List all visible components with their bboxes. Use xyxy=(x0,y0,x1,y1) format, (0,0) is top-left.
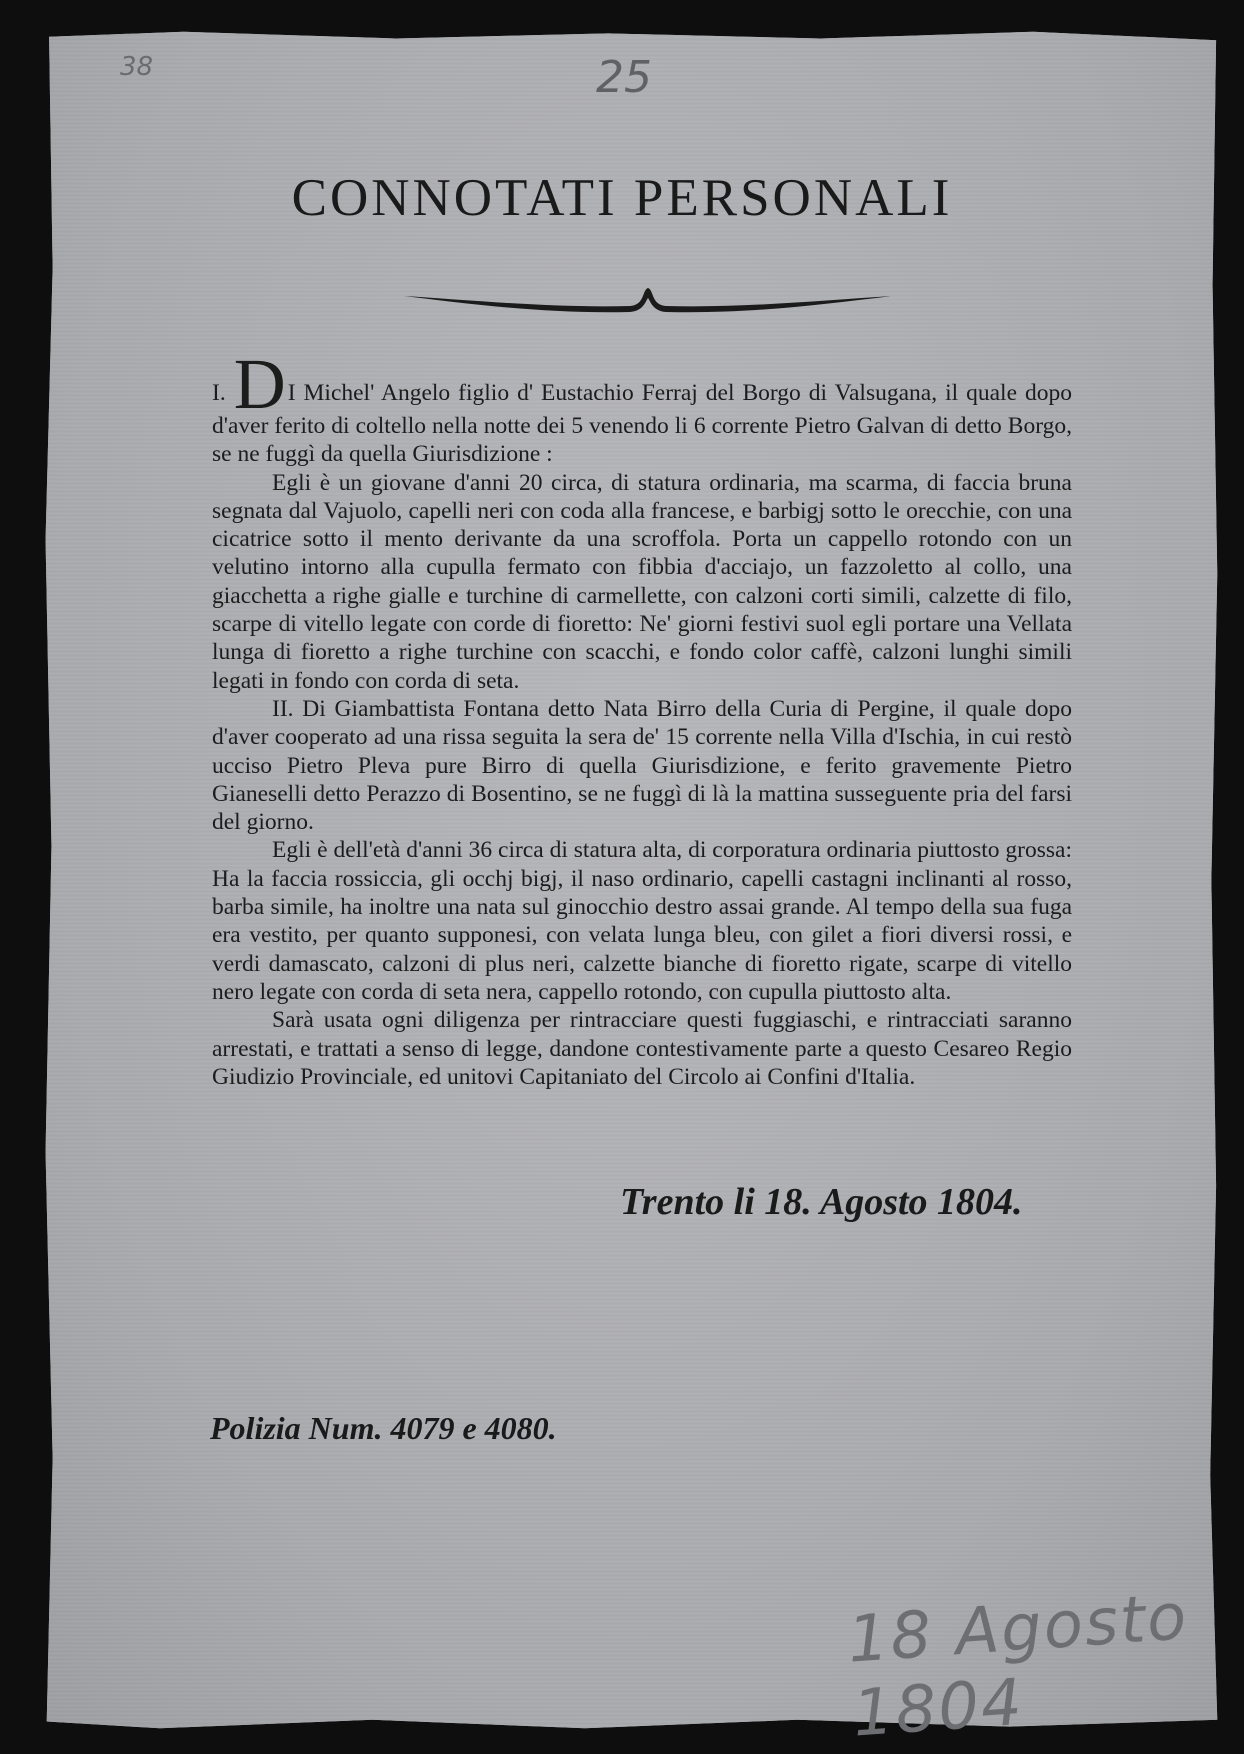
notice-body xyxy=(212,344,1072,1091)
closing-paragraph: Sarà usata ogni diligenza per rintracciare questi fuggiaschi, e rintracciati saranno arrestati, e trattati a senso di legge, dandone contestivamente parte a questo Cesareo Regio Giudizio Provinciale, ed unitovi Capitaniato del Circolo ai Confini d'Italia. xyxy=(212,1007,1072,1090)
page-number-note: 25 xyxy=(596,52,652,103)
item-1-intro xyxy=(212,344,1072,469)
police-reference: Polizia Num. 4079 e 4080. xyxy=(210,1410,557,1446)
item-1-intro-text: I Michel' Angelo figlio d' Eustachio Ferraj del Borgo di Valsugana, il quale dopo d'aver ferito di coltello nella notte dei 5 venendo li 6 corrente Pietro Galvan di detto Borgo, se ne fuggì da quella Giurisdizione : xyxy=(212,380,1072,468)
archival-date-note: 18 Agosto 1804 xyxy=(845,1580,1191,1752)
place-and-date: Trento li 18. Agosto 1804. xyxy=(620,1181,1023,1223)
title-ornament xyxy=(400,278,896,318)
item-2-intro: II. Di Giambattista Fontana detto Nata Birro della Curia di Pergine, il quale dopo d'aver cooperato ad una rissa seguita la sera de' 15 corrente nella Villa d'Ischia, in cui restò ucciso Pietro Pleva pure Birro di quella Giurisdizione, e ferito gravemente Pietro Gianeselli detto Perazzo di Bosentino, se ne fuggì di là la mattina susseguente pria del farsi del giorno. xyxy=(212,695,1072,836)
document-title: CONNOTATI PERSONALI xyxy=(291,169,953,227)
archive-number-note: 38 xyxy=(120,52,154,82)
item-1-description: Egli è un giovane d'anni 20 circa, di statura ordinaria, ma scarma, di faccia bruna segnata dal Vajuolo, capelli neri con coda alla francese, e barbigj sotto le orecchie, con una cicatrice sotto il mento derivante da una scroffola. Porta un cappello rotondo con un velutino intorno alla cupulla fermato con fibbia d'acciajo, un fazzoletto al collo, una giacchetta a righe gialle e turchine di carmellette, con calzoni corti simili, calzette di filo, scarpe di vitello legate con corde di fioretto: Ne' giorni festivi suol egli portare una Vellata lunga di fioretto a righe turchine con scacchi, e fondo color caffè, calzoni lunghi simili legati in fondo con corda di seta. xyxy=(212,469,1072,694)
item-1-numeral: I. xyxy=(212,380,226,406)
drop-cap: D xyxy=(233,344,286,424)
item-2-description: Egli è dell'età d'anni 36 circa di statura alta, di corporatura ordinaria piuttosto grossa: Ha la faccia rossiccia, gli occhj bigj, il naso ordinario, capelli castagni inclinanti al rosso, barba simile, ha inoltre una nata sul ginocchio destro assai grande. Al tempo della sua fuga era vestito, per quanto supponesi, con velata lunga bleu, con gilet a fiori diversi rossi, e verdi damascato, calzoni di plus neri, calzette bianche di fioretto rigate, scarpe di vitello nero legate con corda di seta nera, cappello rotondo, con cupulla piuttosto alta. xyxy=(212,837,1072,1005)
